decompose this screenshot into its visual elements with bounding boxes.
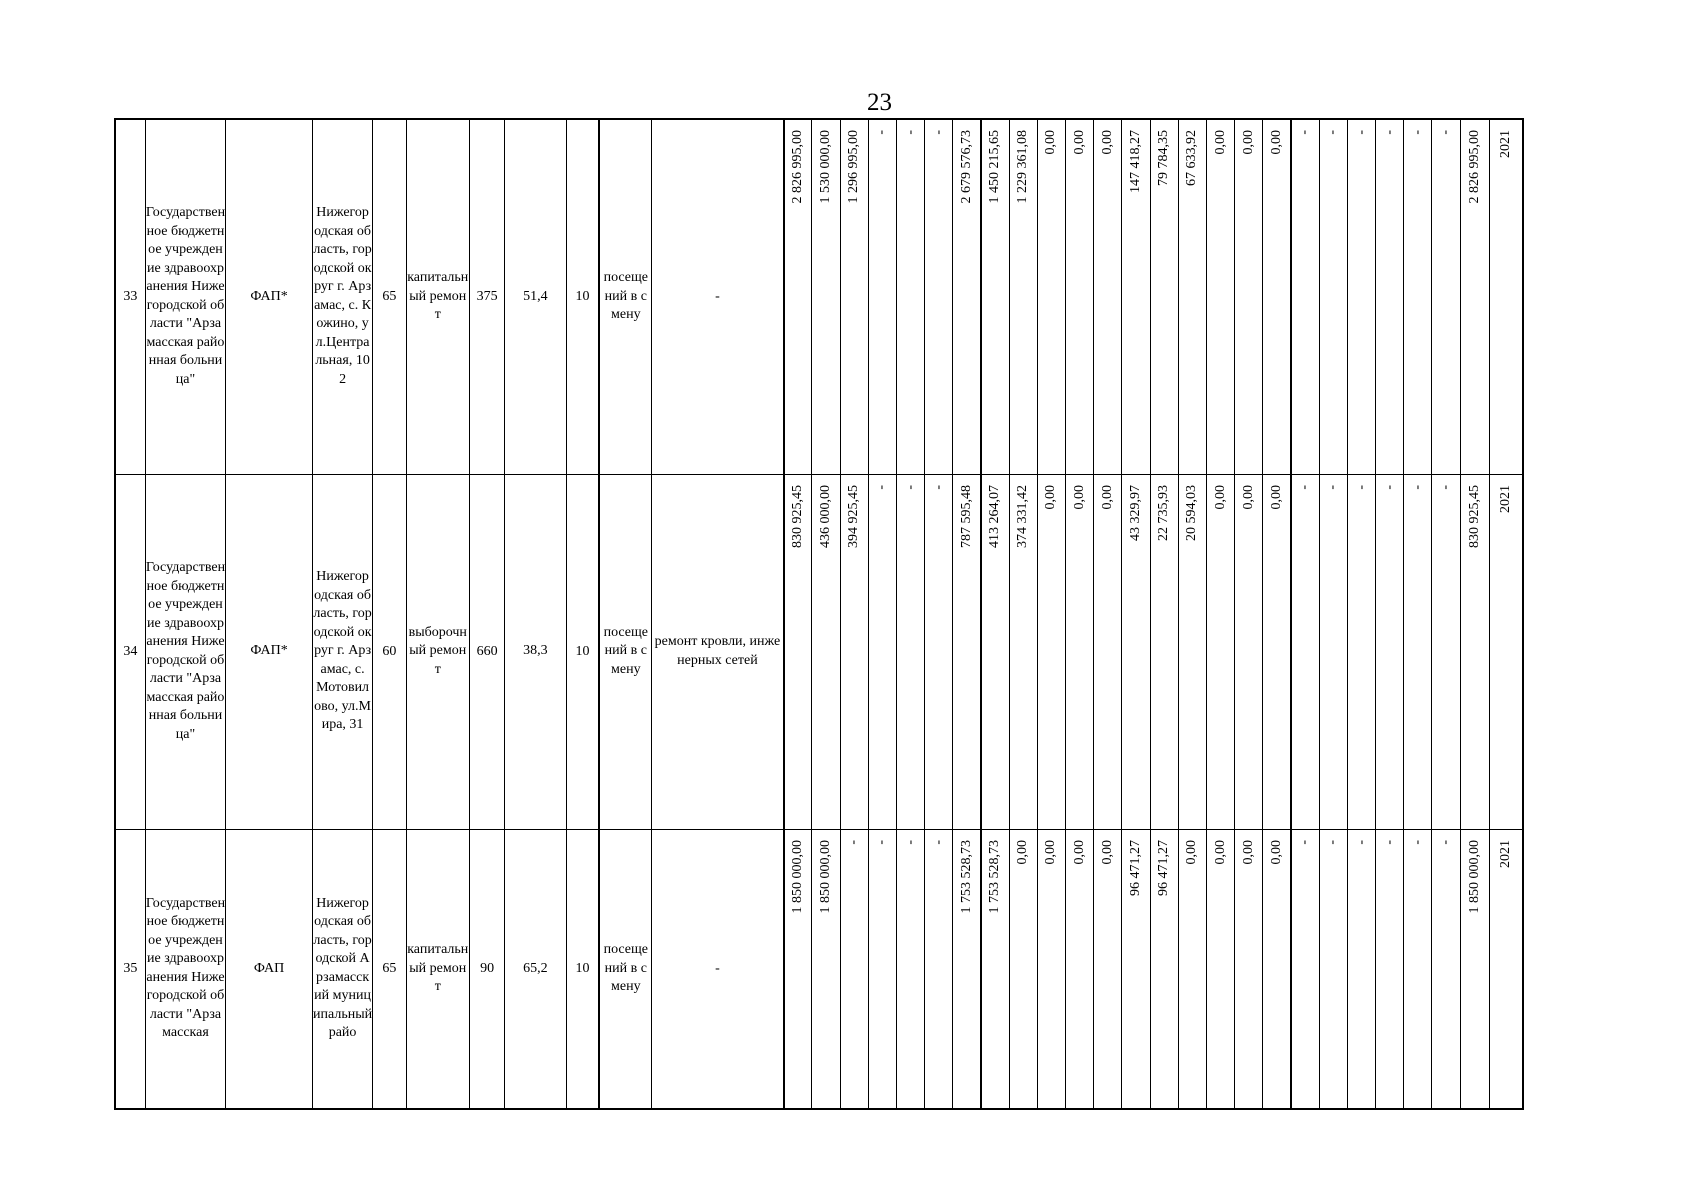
value-cell <box>1037 474 1065 829</box>
value-text: 22 735,93 <box>1156 484 1172 541</box>
value-cell <box>896 119 924 474</box>
value-text: 830 925,45 <box>1466 484 1482 548</box>
value-cell <box>1037 829 1065 1109</box>
value-text: - <box>1381 130 1397 135</box>
value-text: 0,00 <box>1212 130 1228 155</box>
value-text: 0,00 <box>1268 130 1284 155</box>
value-text: 413 264,07 <box>987 484 1003 548</box>
value-cell <box>1235 119 1263 474</box>
value-cell <box>1347 119 1375 474</box>
value-cell <box>896 474 924 829</box>
value-cell <box>1235 474 1263 829</box>
row-number: 33 <box>115 119 145 474</box>
value-cell <box>1432 829 1460 1109</box>
value-text: - <box>1409 484 1425 490</box>
value-text: 0,00 <box>1268 484 1284 509</box>
value-cell <box>1319 829 1347 1109</box>
row-number: 34 <box>115 474 145 829</box>
col5-cell: 60 <box>373 474 406 829</box>
area-cell: 38,3 <box>505 474 566 829</box>
value-text: 2 826 995,00 <box>790 130 805 204</box>
col9-cell: 10 <box>566 829 599 1109</box>
value-cell <box>1009 829 1037 1109</box>
value-text: 0,00 <box>1099 839 1115 864</box>
value-text: 20 594,03 <box>1184 484 1200 541</box>
value-cell <box>1432 474 1460 829</box>
value-text: 0,00 <box>1071 130 1087 155</box>
table-row <box>115 119 1523 474</box>
repair-type-cell: капитальный ремонт <box>406 829 469 1109</box>
value-text: 1 530 000,00 <box>817 130 833 204</box>
value-text: 0,00 <box>1268 839 1284 864</box>
value-cell <box>1150 829 1178 1109</box>
value-text: - <box>1297 484 1313 490</box>
value-text: - <box>874 130 890 135</box>
repair-type-cell: капитальный ремонт <box>406 119 469 474</box>
value-text: - <box>1381 839 1397 845</box>
works-cell: ремонт кровли, инженерных сетей <box>652 474 784 829</box>
value-cell <box>1009 119 1037 474</box>
value-text: - <box>1325 130 1341 135</box>
value-cell <box>1291 829 1319 1109</box>
value-text: 147 418,27 <box>1128 130 1143 193</box>
value-cell <box>1319 119 1347 474</box>
col7-cell: 90 <box>469 829 504 1109</box>
table-row <box>115 829 1523 1109</box>
address-cell: Нижегородская область, городской округ г. Арзамас, с. Мотовилово, ул.Мира, 31 <box>312 474 372 829</box>
value-cell <box>868 829 896 1109</box>
value-text: 0,00 <box>1071 484 1087 509</box>
organization-cell: Государственное бюджетное учреждение здравоохранения Нижегородской области "Арзамасская районная больница" <box>145 119 226 474</box>
value-cell <box>1178 474 1206 829</box>
address-cell: Нижегородская область, городской округ г. Арзамас, с. Кожино, ул.Центральная, 102 <box>312 119 372 474</box>
value-cell <box>1122 474 1150 829</box>
area-cell: 51,4 <box>505 119 566 474</box>
area-cell: 65,2 <box>505 829 566 1109</box>
value-cell <box>1235 829 1263 1109</box>
value-text: - <box>1409 839 1425 845</box>
value-text: 787 595,48 <box>958 484 974 548</box>
value-text: 2021 <box>1497 839 1513 868</box>
value-text: - <box>1297 130 1313 135</box>
value-text: - <box>902 484 918 490</box>
value-cell <box>1489 474 1523 829</box>
facility-type-cell: ФАП* <box>226 119 313 474</box>
value-cell <box>1263 474 1291 829</box>
value-text: 2021 <box>1497 484 1513 513</box>
value-cell <box>1094 119 1122 474</box>
table-row <box>115 474 1523 829</box>
value-cell <box>1009 474 1037 829</box>
value-text: - <box>930 484 946 490</box>
value-cell <box>925 119 953 474</box>
value-cell <box>1404 474 1432 829</box>
value-cell <box>840 474 868 829</box>
value-text: 0,00 <box>1071 839 1087 864</box>
value-cell <box>1376 119 1404 474</box>
value-cell <box>1263 829 1291 1109</box>
value-text: - <box>1325 839 1341 845</box>
value-text: 79 784,35 <box>1156 130 1172 186</box>
value-cell <box>868 119 896 474</box>
value-text: - <box>874 484 890 490</box>
value-text: - <box>1353 839 1369 845</box>
works-cell: - <box>652 119 784 474</box>
value-cell <box>1263 119 1291 474</box>
value-cell <box>896 829 924 1109</box>
value-cell <box>1376 474 1404 829</box>
value-text: 0,00 <box>1043 130 1059 155</box>
value-text: 0,00 <box>1212 484 1228 509</box>
value-cell <box>1206 474 1234 829</box>
address-cell: Нижегородская область, городской Арзамасский муниципальный райо <box>312 829 372 1109</box>
value-cell <box>840 119 868 474</box>
value-cell <box>1066 829 1094 1109</box>
value-cell <box>1291 119 1319 474</box>
organization-cell: Государственное бюджетное учреждение здравоохранения Нижегородской области "Арзамасская <box>145 829 226 1109</box>
value-cell <box>1404 119 1432 474</box>
value-cell <box>1094 829 1122 1109</box>
value-cell <box>1460 829 1489 1109</box>
works-cell: - <box>652 829 784 1109</box>
value-text: 1 296 995,00 <box>846 130 862 204</box>
value-cell <box>1150 474 1178 829</box>
value-text: 830 925,45 <box>790 484 805 548</box>
value-text: 1 753 528,73 <box>958 839 974 913</box>
col9-cell: 10 <box>566 119 599 474</box>
value-text: - <box>902 839 918 845</box>
value-cell <box>1206 829 1234 1109</box>
value-text: 2021 <box>1497 130 1513 158</box>
value-text: 67 633,92 <box>1184 130 1200 186</box>
value-text: - <box>902 130 918 135</box>
value-cell <box>812 474 840 829</box>
value-cell <box>981 829 1009 1109</box>
value-text: 2 826 995,00 <box>1466 130 1482 204</box>
value-cell <box>868 474 896 829</box>
capacity-unit-cell: посещений в смену <box>599 119 651 474</box>
value-cell <box>981 474 1009 829</box>
col5-cell: 65 <box>373 829 406 1109</box>
project-table <box>114 118 1524 1110</box>
value-text: - <box>1438 130 1454 135</box>
repair-type-cell: выборочный ремонт <box>406 474 469 829</box>
facility-type-cell: ФАП* <box>226 474 313 829</box>
value-text: - <box>846 839 862 845</box>
capacity-unit-cell: посещений в смену <box>599 474 651 829</box>
value-cell <box>1347 474 1375 829</box>
value-text: 0,00 <box>1015 839 1031 864</box>
value-text: 0,00 <box>1043 484 1059 509</box>
value-cell <box>925 829 953 1109</box>
value-text: 0,00 <box>1184 839 1200 864</box>
value-cell <box>784 474 812 829</box>
value-cell <box>1122 119 1150 474</box>
col9-cell: 10 <box>566 474 599 829</box>
value-text: - <box>1409 130 1425 135</box>
value-cell <box>1037 119 1065 474</box>
value-cell <box>1460 474 1489 829</box>
value-cell <box>1066 119 1094 474</box>
value-cell <box>1094 474 1122 829</box>
value-text: - <box>1325 484 1341 490</box>
value-cell <box>1489 829 1523 1109</box>
value-text: - <box>1381 484 1397 490</box>
col7-cell: 660 <box>469 474 504 829</box>
organization-cell: Государственное бюджетное учреждение здравоохранения Нижегородской области "Арзамасская районная больница" <box>145 474 226 829</box>
value-text: - <box>1297 839 1313 845</box>
value-text: 0,00 <box>1099 484 1115 509</box>
value-text: 1 450 215,65 <box>987 130 1003 204</box>
value-text: 0,00 <box>1240 130 1256 155</box>
value-text: 1 850 000,00 <box>1466 839 1482 913</box>
row-number: 35 <box>115 829 145 1109</box>
value-text: 0,00 <box>1099 130 1115 155</box>
value-cell <box>784 829 812 1109</box>
value-cell <box>1460 119 1489 474</box>
value-text: - <box>930 130 946 135</box>
value-cell <box>1489 119 1523 474</box>
page-number: 23 <box>867 89 892 116</box>
value-cell <box>1376 829 1404 1109</box>
value-text: 1 753 528,73 <box>987 839 1003 913</box>
value-text: 43 329,97 <box>1128 484 1143 541</box>
value-text: 394 925,45 <box>846 484 862 548</box>
col7-cell: 375 <box>469 119 504 474</box>
value-text: - <box>1438 839 1454 845</box>
value-text: 0,00 <box>1240 484 1256 509</box>
value-cell <box>840 829 868 1109</box>
value-text: 96 471,27 <box>1128 839 1143 896</box>
value-cell <box>1319 474 1347 829</box>
value-cell <box>1066 474 1094 829</box>
col5-cell: 65 <box>373 119 406 474</box>
value-text: 374 331,42 <box>1015 484 1031 548</box>
value-cell <box>812 829 840 1109</box>
value-cell <box>1291 474 1319 829</box>
value-text: 1 850 000,00 <box>790 839 805 913</box>
value-cell <box>925 474 953 829</box>
value-cell <box>812 119 840 474</box>
facility-type-cell: ФАП <box>226 829 313 1109</box>
value-cell <box>1432 119 1460 474</box>
value-text: - <box>930 839 946 845</box>
value-cell <box>1122 829 1150 1109</box>
value-cell <box>784 119 812 474</box>
capacity-unit-cell: посещений в смену <box>599 829 651 1109</box>
value-text: - <box>1353 484 1369 490</box>
value-text: 1 850 000,00 <box>817 839 833 913</box>
value-cell <box>1178 119 1206 474</box>
value-text: - <box>1438 484 1454 490</box>
value-cell <box>953 829 981 1109</box>
value-text: 436 000,00 <box>817 484 833 548</box>
value-cell <box>1178 829 1206 1109</box>
value-cell <box>1206 119 1234 474</box>
value-text: 2 679 576,73 <box>958 130 974 204</box>
value-text: 96 471,27 <box>1156 839 1172 896</box>
value-text: 0,00 <box>1043 839 1059 864</box>
value-text: 0,00 <box>1212 839 1228 864</box>
value-text: - <box>874 839 890 845</box>
value-cell <box>1347 829 1375 1109</box>
value-cell <box>1150 119 1178 474</box>
value-cell <box>981 119 1009 474</box>
value-cell <box>953 119 981 474</box>
value-cell <box>953 474 981 829</box>
value-cell <box>1404 829 1432 1109</box>
value-text: - <box>1353 130 1369 135</box>
value-text: 0,00 <box>1240 839 1256 864</box>
value-text: 1 229 361,08 <box>1015 130 1031 204</box>
